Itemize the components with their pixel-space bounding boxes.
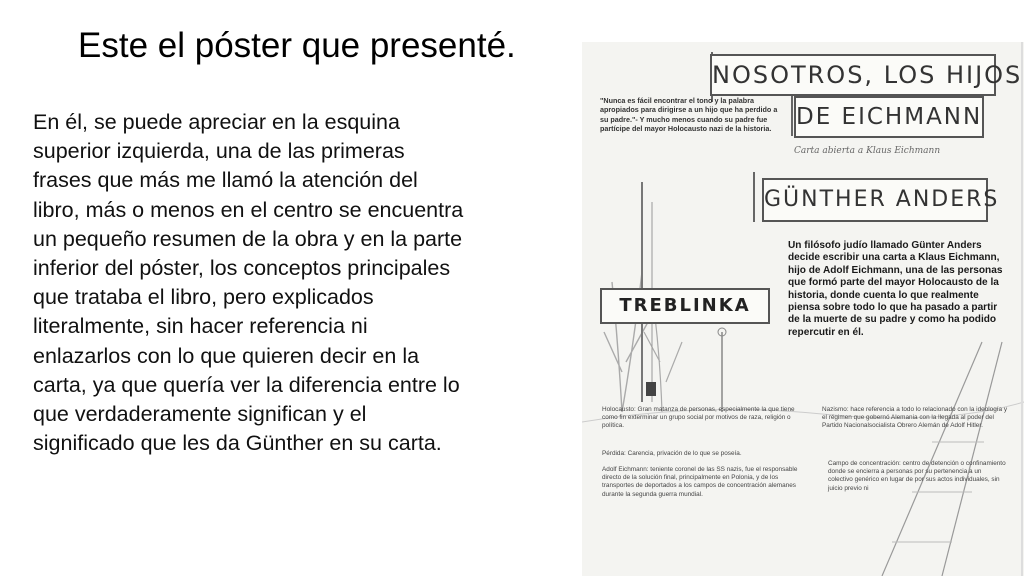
concept-holocausto: Holocausto: Gran matanza de personas, especialmente la que tiene como fin exterminar un grupo social por motivos de raza, religión o política.	[602, 406, 795, 430]
concept-campo-concentracion: Campo de concentración: centro de detención o confinamiento donde se encierra a personas por su pertenencia a un colectivo genérico en lugar de por sus actos individuales, sin juicio previo ni	[828, 460, 1006, 492]
slide-title: Este el póster que presenté.	[78, 26, 516, 65]
body-line: inferior del póster, los conceptos principales	[33, 256, 451, 281]
body-line: En él, se puede apreciar en la esquina	[33, 110, 400, 134]
body-line: superior izquierda, una de las primeras	[33, 139, 405, 164]
body-line: carta, ya que quería ver la diferencia entre lo	[33, 372, 460, 397]
body-line: libro, más o menos en el centro se encuentra	[33, 197, 464, 222]
body-line: que verdaderamente significan y el	[33, 402, 367, 427]
poster-author-sign: GÜNTHER ANDERS	[762, 178, 988, 222]
body-line: literalmente, sin hacer referencia ni	[33, 314, 368, 339]
concept-eichmann: Adolf Eichmann: teniente coronel de las SS nazis, fue el responsable directo de la solución final, principalmente en Polonia, y de los transportes de deportados a los campos de concentración alemanes durante la segunda guerra mundial.	[602, 466, 798, 498]
body-line: significado que les da Günther en su carta.	[33, 431, 442, 456]
concept-nazismo: Nazismo: hace referencia a todo lo relacionado con la ideología y el régimen que gobernó Alemania con la llegada al poder del Partido Nacionalsocialista Obrero Alemán de Adolf Hitler.	[822, 406, 1008, 430]
poster-title-sign: NOSOTROS, LOS HIJOS	[710, 54, 996, 96]
poster-title-sign-2: DE EICHMANN	[794, 96, 984, 138]
poster-summary: Un filósofo judío llamado Günter Anders decide escribir una carta a Klaus Eichmann, hijo de Adolf Eichmann, una de las personas que formó parte del mayor Holocausto de la historia, donde cuenta lo que realmente piensa sobre todo lo que ha pasado a partir de la muerte de su padre y como ha podido repercutir en él.	[788, 240, 1003, 338]
body-line: frases que más me llamó la atención del	[33, 168, 418, 193]
poster-place-sign: TREBLINKA	[600, 288, 770, 324]
body-line: que trataba el libro, pero explicados	[33, 285, 374, 310]
body-line: un pequeño resumen de la obra y en la parte	[33, 226, 463, 251]
poster-quote: "Nunca es fácil encontrar el tono y la palabra apropiados para dirigirse a un hijo que ha perdido a su padre."- Y mucho menos cuando su padre fue partícipe del mayor Holocausto nazi de la historia.	[600, 96, 778, 133]
poster-image	[582, 42, 1024, 576]
slide-body-text	[33, 108, 578, 458]
body-line: enlazarlos con lo que quieren decir en la	[33, 343, 420, 368]
concept-perdida: Pérdida: Carencia, privación de lo que se poseía.	[602, 450, 742, 457]
poster-subtitle: Carta abierta a Klaus Eichmann	[794, 146, 941, 156]
